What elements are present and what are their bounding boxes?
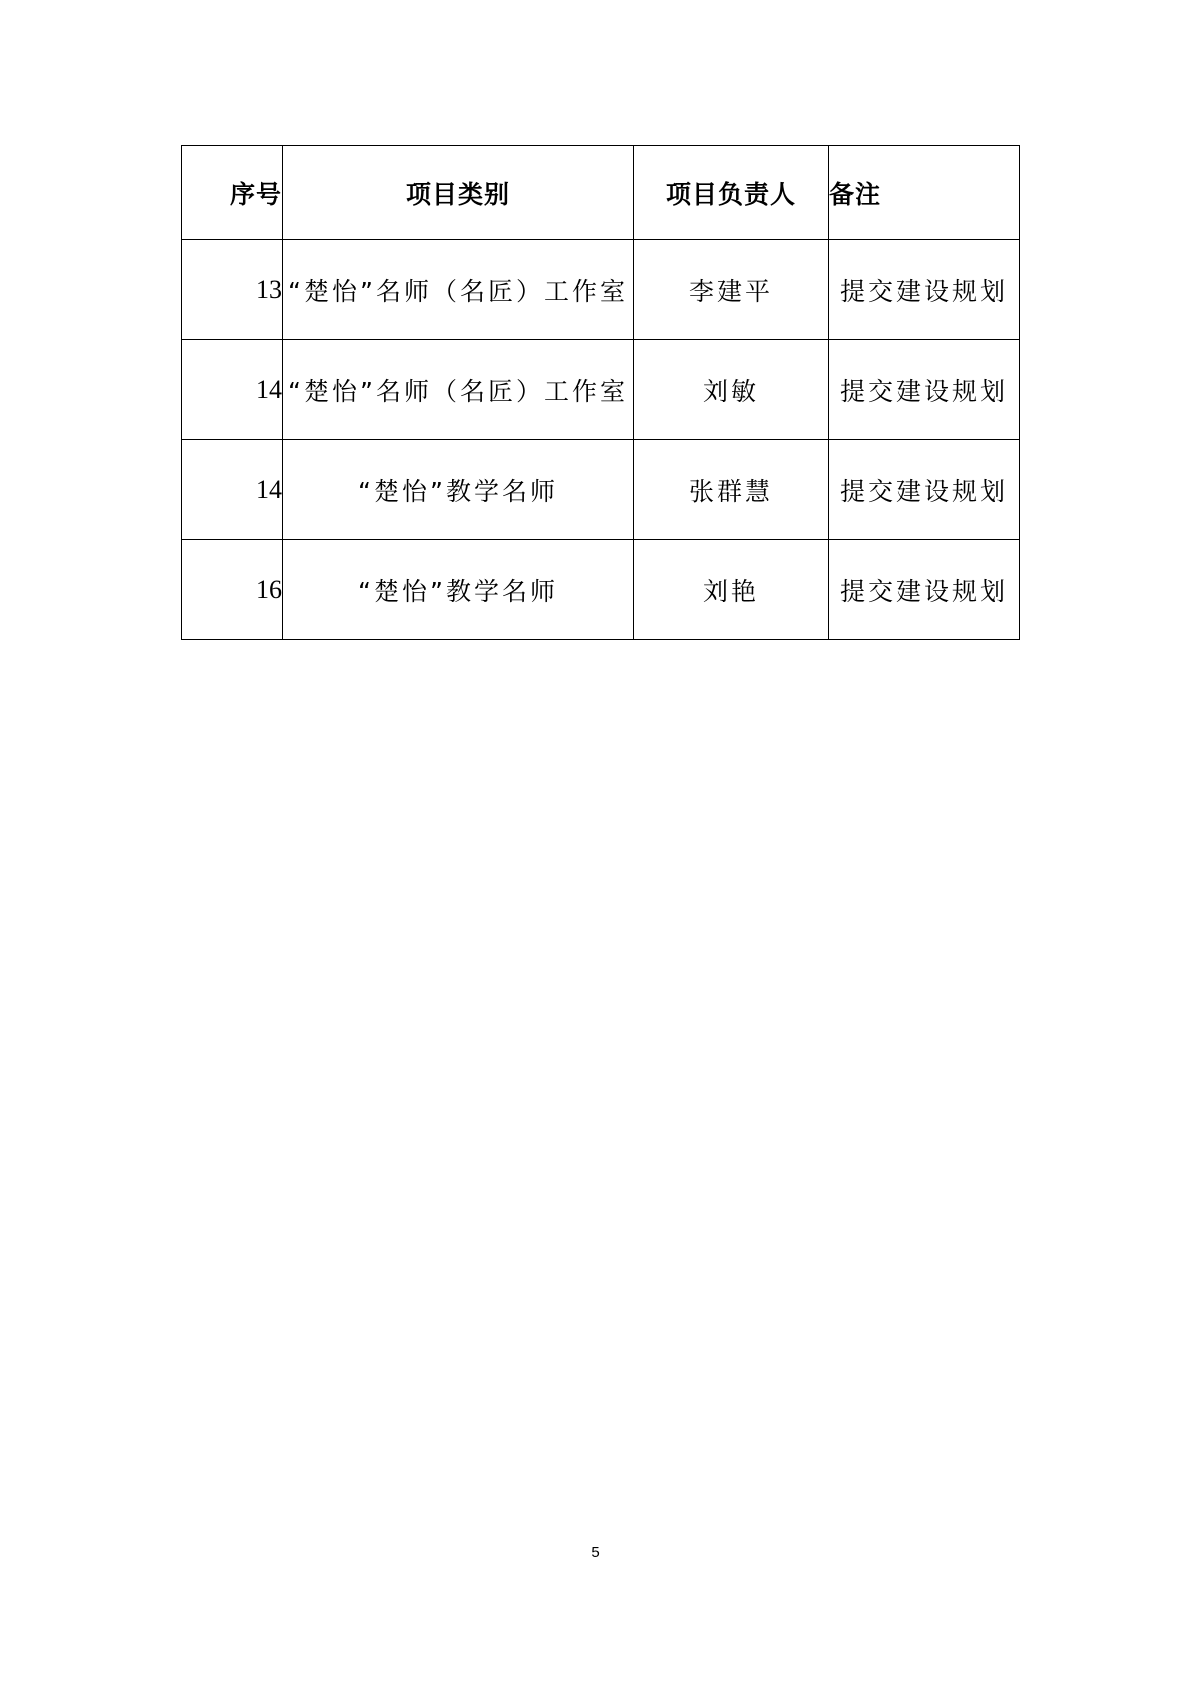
cell-project-type: “楚怡”名师（名匠）工作室 <box>283 240 634 340</box>
table-row <box>182 340 1020 440</box>
header-project-type: 项目类别 <box>283 146 634 240</box>
cell-project-lead: 刘艳 <box>634 540 829 640</box>
header-seq: 序号 <box>182 146 283 240</box>
table-row <box>182 240 1020 340</box>
table-header-row <box>182 146 1020 240</box>
cell-note: 提交建设规划 <box>829 540 1020 640</box>
cell-seq: 14 <box>182 440 283 540</box>
page-number: 5 <box>591 1544 600 1561</box>
project-table <box>181 145 1020 640</box>
header-project-lead: 项目负责人 <box>634 146 829 240</box>
cell-note: 提交建设规划 <box>829 440 1020 540</box>
table-row <box>182 440 1020 540</box>
cell-project-lead: 刘敏 <box>634 340 829 440</box>
cell-project-type: “楚怡”名师（名匠）工作室 <box>283 340 634 440</box>
cell-seq: 14 <box>182 340 283 440</box>
cell-project-lead: 李建平 <box>634 240 829 340</box>
cell-project-lead: 张群慧 <box>634 440 829 540</box>
cell-seq: 16 <box>182 540 283 640</box>
table-row <box>182 540 1020 640</box>
cell-project-type: “楚怡”教学名师 <box>283 440 634 540</box>
cell-note: 提交建设规划 <box>829 240 1020 340</box>
cell-seq: 13 <box>182 240 283 340</box>
cell-project-type: “楚怡”教学名师 <box>283 540 634 640</box>
header-note: 备注 <box>829 146 1020 240</box>
cell-note: 提交建设规划 <box>829 340 1020 440</box>
